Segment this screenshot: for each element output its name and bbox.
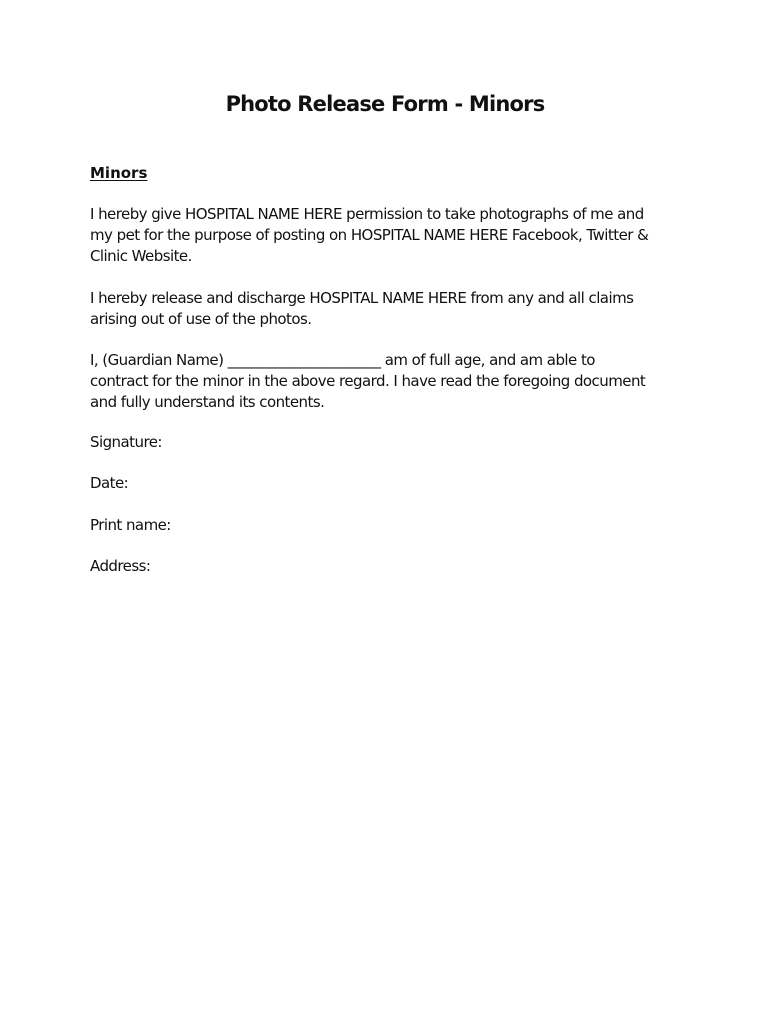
document-title: Photo Release Form - Minors	[225, 92, 545, 116]
date-label: Date:	[90, 474, 129, 492]
release-paragraph	[90, 288, 690, 330]
paragraph-line: I hereby release and discharge HOSPITAL NAME HERE from any and all claims	[90, 289, 634, 307]
paragraph-line: arising out of use of the photos.	[90, 310, 312, 328]
paragraph-line: I, (Guardian Name) ______________________ am of full age, and am able to	[90, 351, 595, 369]
paragraph-line: my pet for the purpose of posting on HOSPITAL NAME HERE Facebook, Twitter &	[90, 226, 649, 244]
section-heading-minors: Minors	[90, 164, 148, 182]
address-label: Address:	[90, 557, 151, 575]
permission-paragraph	[90, 204, 690, 267]
signature-label: Signature:	[90, 433, 162, 451]
paragraph-line: and fully understand its contents.	[90, 393, 325, 411]
print-name-label: Print name:	[90, 516, 171, 534]
guardian-paragraph	[90, 350, 690, 413]
paragraph-line: I hereby give HOSPITAL NAME HERE permission to take photographs of me and	[90, 205, 644, 223]
paragraph-line: Clinic Website.	[90, 247, 192, 265]
paragraph-line: contract for the minor in the above regard. I have read the foregoing document	[90, 372, 646, 390]
